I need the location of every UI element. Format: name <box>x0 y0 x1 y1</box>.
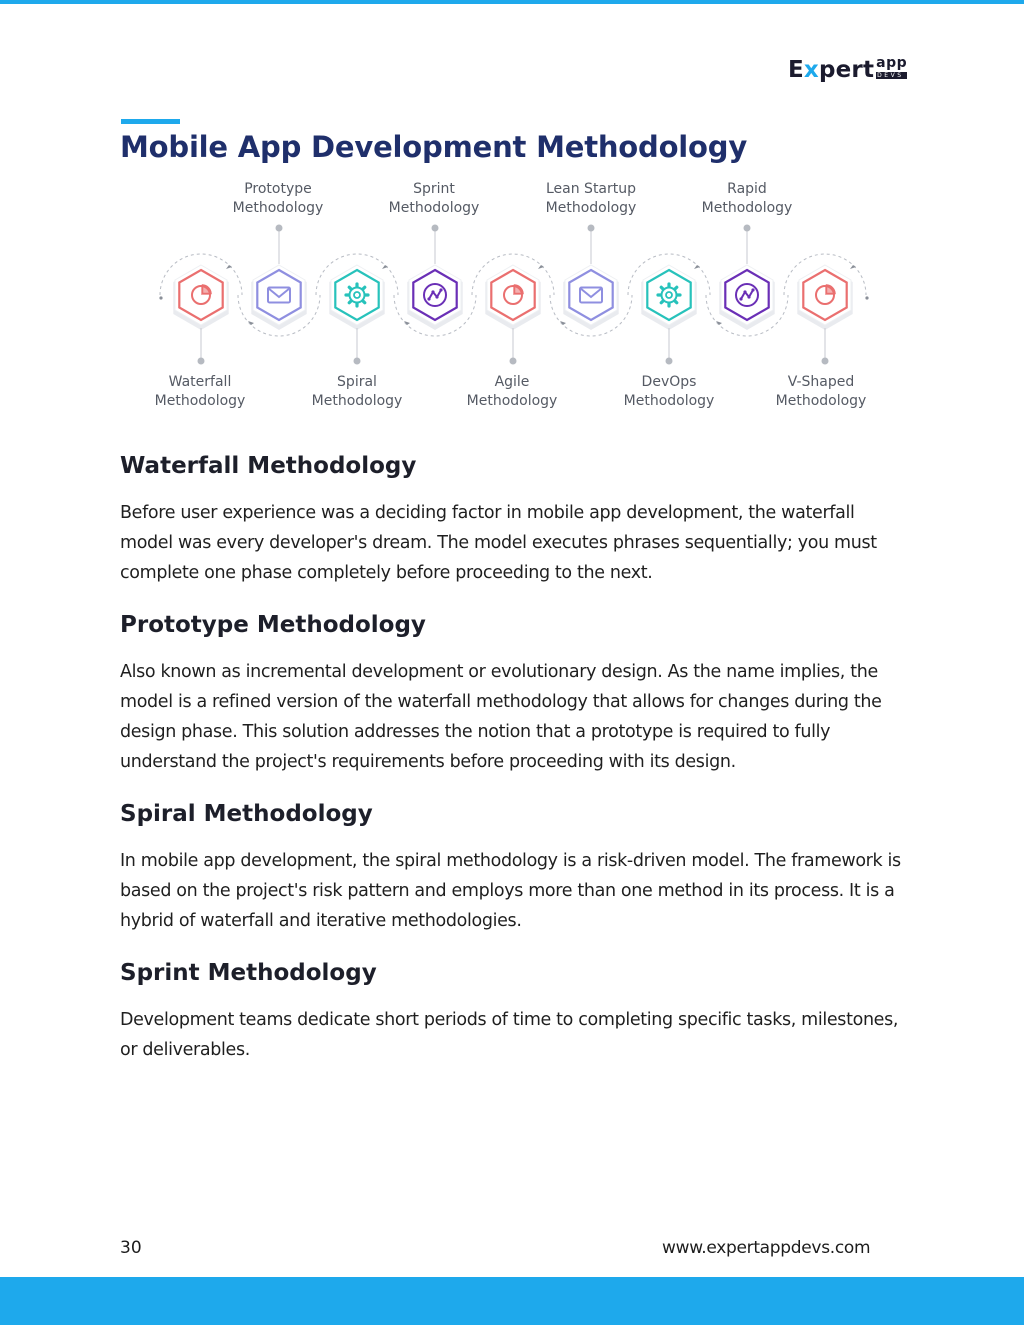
brand-app-text: app <box>876 55 908 71</box>
section-heading: Spiral Methodology <box>120 801 373 827</box>
section-heading: Waterfall Methodology <box>120 453 417 479</box>
methodology-node <box>394 265 476 336</box>
label-sprint: Sprint Methodology <box>388 181 480 216</box>
label-waterfall: Waterfall Methodology <box>154 374 246 409</box>
brand-wordmark: Expert <box>788 57 875 83</box>
footer-website-link[interactable]: www.expertappdevs.com <box>662 1238 871 1258</box>
top-label-connector <box>432 225 439 265</box>
bottom-label-connector <box>822 328 829 365</box>
gear-icon <box>346 284 368 306</box>
methodology-node <box>706 265 788 336</box>
section-body: Before user experience was a deciding factor in mobile app development, the waterfall model was every developer's dream. The model executes phrases sequentially; you must complete one phase completely before proceeding to the next. <box>120 503 877 583</box>
methodology-diagram <box>150 176 880 416</box>
top-accent-bar <box>0 0 1024 4</box>
section-prototype <box>120 611 910 777</box>
title-accent-line <box>121 119 180 124</box>
label-v-shaped: V-Shaped Methodology <box>775 374 867 409</box>
section-heading: Sprint Methodology <box>120 960 377 986</box>
methodology-node <box>784 254 866 330</box>
arrow-head-icon <box>850 265 856 269</box>
arrow-head-icon <box>694 265 700 269</box>
brand-devs-text: DEVS <box>876 72 907 79</box>
hexagon-inner <box>569 270 612 320</box>
brand-suffix <box>876 57 907 79</box>
label-devops: DevOps Methodology <box>623 374 715 409</box>
bottom-accent-bar <box>0 1277 1024 1325</box>
gear-icon <box>658 284 680 306</box>
methodology-node <box>238 265 320 336</box>
label-lean-startup: Lean Startup Methodology <box>545 181 637 216</box>
section-waterfall <box>120 452 910 588</box>
arrow-head-icon <box>226 265 232 269</box>
label-rapid: Rapid Methodology <box>701 181 793 216</box>
hexagon-inner <box>257 270 300 320</box>
bottom-label-connector <box>354 328 361 365</box>
label-agile: Agile Methodology <box>466 374 558 409</box>
page-number: 30 <box>120 1238 142 1258</box>
section-heading: Prototype Methodology <box>120 612 426 638</box>
brand-logo <box>788 56 907 84</box>
arrow-head-icon <box>382 265 388 269</box>
top-label-connector <box>276 225 283 265</box>
methodology-node <box>550 265 632 336</box>
section-body: Also known as incremental development or evolutionary design. As the name implies, the model is a refined version of the waterfall methodology that allows for changes during the design phase. This solution addresses the notion that a prototype is required to fully understand the project's requirements before proceeding with its design. <box>120 662 882 772</box>
label-spiral: Spiral Methodology <box>311 374 403 409</box>
methodology-node <box>160 254 242 330</box>
page-title: Mobile App Development Methodology <box>120 130 748 164</box>
flow-start-dot <box>159 296 162 299</box>
section-spiral <box>120 800 910 936</box>
methodology-node <box>316 254 398 330</box>
label-prototype: Prototype Methodology <box>232 181 324 216</box>
bottom-label-connector <box>198 328 205 365</box>
top-label-connector <box>744 225 751 265</box>
bottom-label-connector <box>510 328 517 365</box>
methodology-node <box>628 254 710 330</box>
flow-end-dot <box>865 296 868 299</box>
bottom-label-connector <box>666 328 673 365</box>
top-label-connector <box>588 225 595 265</box>
arrow-head-icon <box>538 265 544 269</box>
section-sprint <box>120 959 910 1065</box>
section-body: Development teams dedicate short periods of time to completing specific tasks, milestones, or deliverables. <box>120 1010 899 1060</box>
section-body: In mobile app development, the spiral methodology is a risk-driven model. The framework is based on the project's risk pattern and employs more than one method in its process. It is a hybrid of waterfall and iterative methodologies. <box>120 851 901 931</box>
methodology-node <box>472 254 554 330</box>
